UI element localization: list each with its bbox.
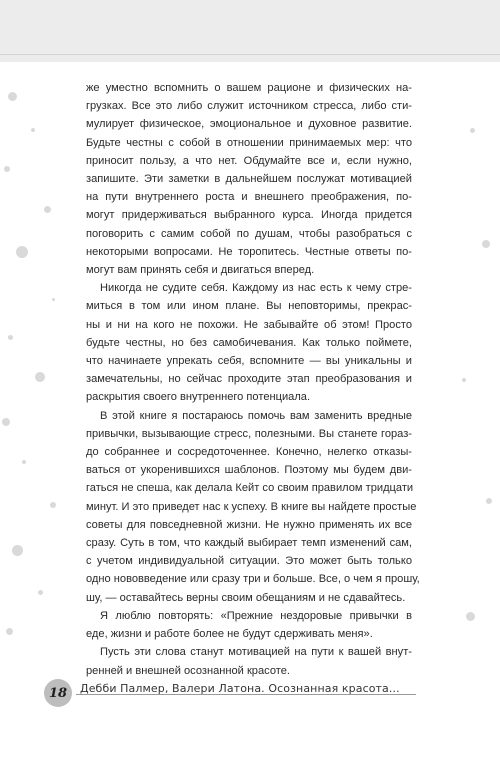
text-line: миться в том или ином плане. Вы неповторимы, прекрас-	[86, 300, 412, 313]
text-line: замечательны, но сейчас проходите этап преобразования и	[86, 373, 412, 386]
text-line: могут вам принять себя и двигаться вперед.	[86, 264, 315, 277]
page-number: 18	[44, 679, 72, 707]
text-line: привычки, вызывающие стресс, полезными. Вы станете гораз-	[86, 427, 412, 440]
running-footer: Дебби Палмер, Валери Латона. Осознанная красота...	[80, 682, 400, 695]
body-text	[86, 79, 420, 680]
text-line: одно нововведение или сразу три и больше. Все, о чем я прошу,	[86, 573, 420, 586]
text-line: грузках. Все это либо служит источником стресса, либо сти-	[86, 100, 412, 113]
text-line: с учетом индивидуальной ситуации. Это может быть только	[86, 555, 412, 568]
text-line: советы для повседневной жизни. Не нужно применять их все	[86, 518, 412, 531]
text-line: же уместно вспомнить о вашем рационе и физических на-	[86, 82, 412, 94]
text-line: до собраннее и сосредоточеннее. Конечно, нелегко отказы-	[86, 446, 412, 459]
text-line: ны и ни на кого не похожи. Не забывайте об этом! Просто	[86, 318, 412, 331]
text-line: минут. И это приведет нас к успеху. В книге вы найдете простые	[86, 500, 417, 513]
text-line: запишите. Эти заметки в дальнейшем послужат мотивацией	[86, 173, 412, 186]
text-line: что начинаете упрекать себя, вспомните — вы уникальны и	[86, 355, 412, 368]
text-line: ваться от укоренившихся шаблонов. Поэтому мы будем дви-	[86, 464, 412, 477]
text-line: будьте честны, но без самобичевания. Как только поймете,	[86, 336, 412, 349]
text-line: сразу. Суть в том, что каждый выбирает темп изменений сам,	[86, 537, 412, 550]
text-line: В этой книге я постараюсь помочь вам заменить вредные	[100, 409, 412, 422]
text-line: на пути внутреннего роста и внешнего преображения, по-	[86, 191, 412, 204]
text-line: раскрытия своего внутреннего потенциала.	[86, 391, 311, 404]
text-line: могут придерживаться выбранного курса. Иногда придется	[86, 209, 412, 222]
text-line: Я люблю повторять: «Прежние нездоровые привычки в	[100, 609, 412, 622]
text-line: некоторыми вопросами. Не торопитесь. Честные ответы по-	[86, 245, 412, 258]
text-line: приносит пользу, а что нет. Обдумайте все и, если нужно,	[86, 154, 412, 167]
text-line: еде, жизни и работе более не будут сдерживать меня».	[86, 628, 373, 641]
paragraph	[86, 643, 412, 679]
text-line: мулирует физическое, эмоциональное и духовное развитие.	[86, 118, 412, 131]
paragraph	[86, 607, 412, 643]
paragraph	[86, 407, 420, 607]
text-line: гаться не спеша, как делала Кейт со своим правилом тридцати	[86, 482, 414, 495]
header-rule	[0, 54, 500, 55]
text-line: поговорить с самим собой по душам, чтобы разобраться с	[86, 227, 412, 240]
paragraph	[86, 79, 412, 279]
text-line: Будьте честны с собой в отношении принимаемых мер: что	[86, 136, 412, 149]
paragraph	[86, 279, 412, 406]
text-line: Никогда не судите себя. Каждому из нас есть к чему стре-	[100, 282, 412, 295]
text-line: шу, — оставайтесь верны своим обещаниям и не сдавайтесь.	[86, 591, 406, 604]
text-line: Пусть эти слова станут мотивацией на пути к вашей внут-	[100, 646, 412, 659]
text-line: ренней и внешней осознанной красоте.	[86, 664, 290, 677]
header-band	[0, 0, 500, 62]
